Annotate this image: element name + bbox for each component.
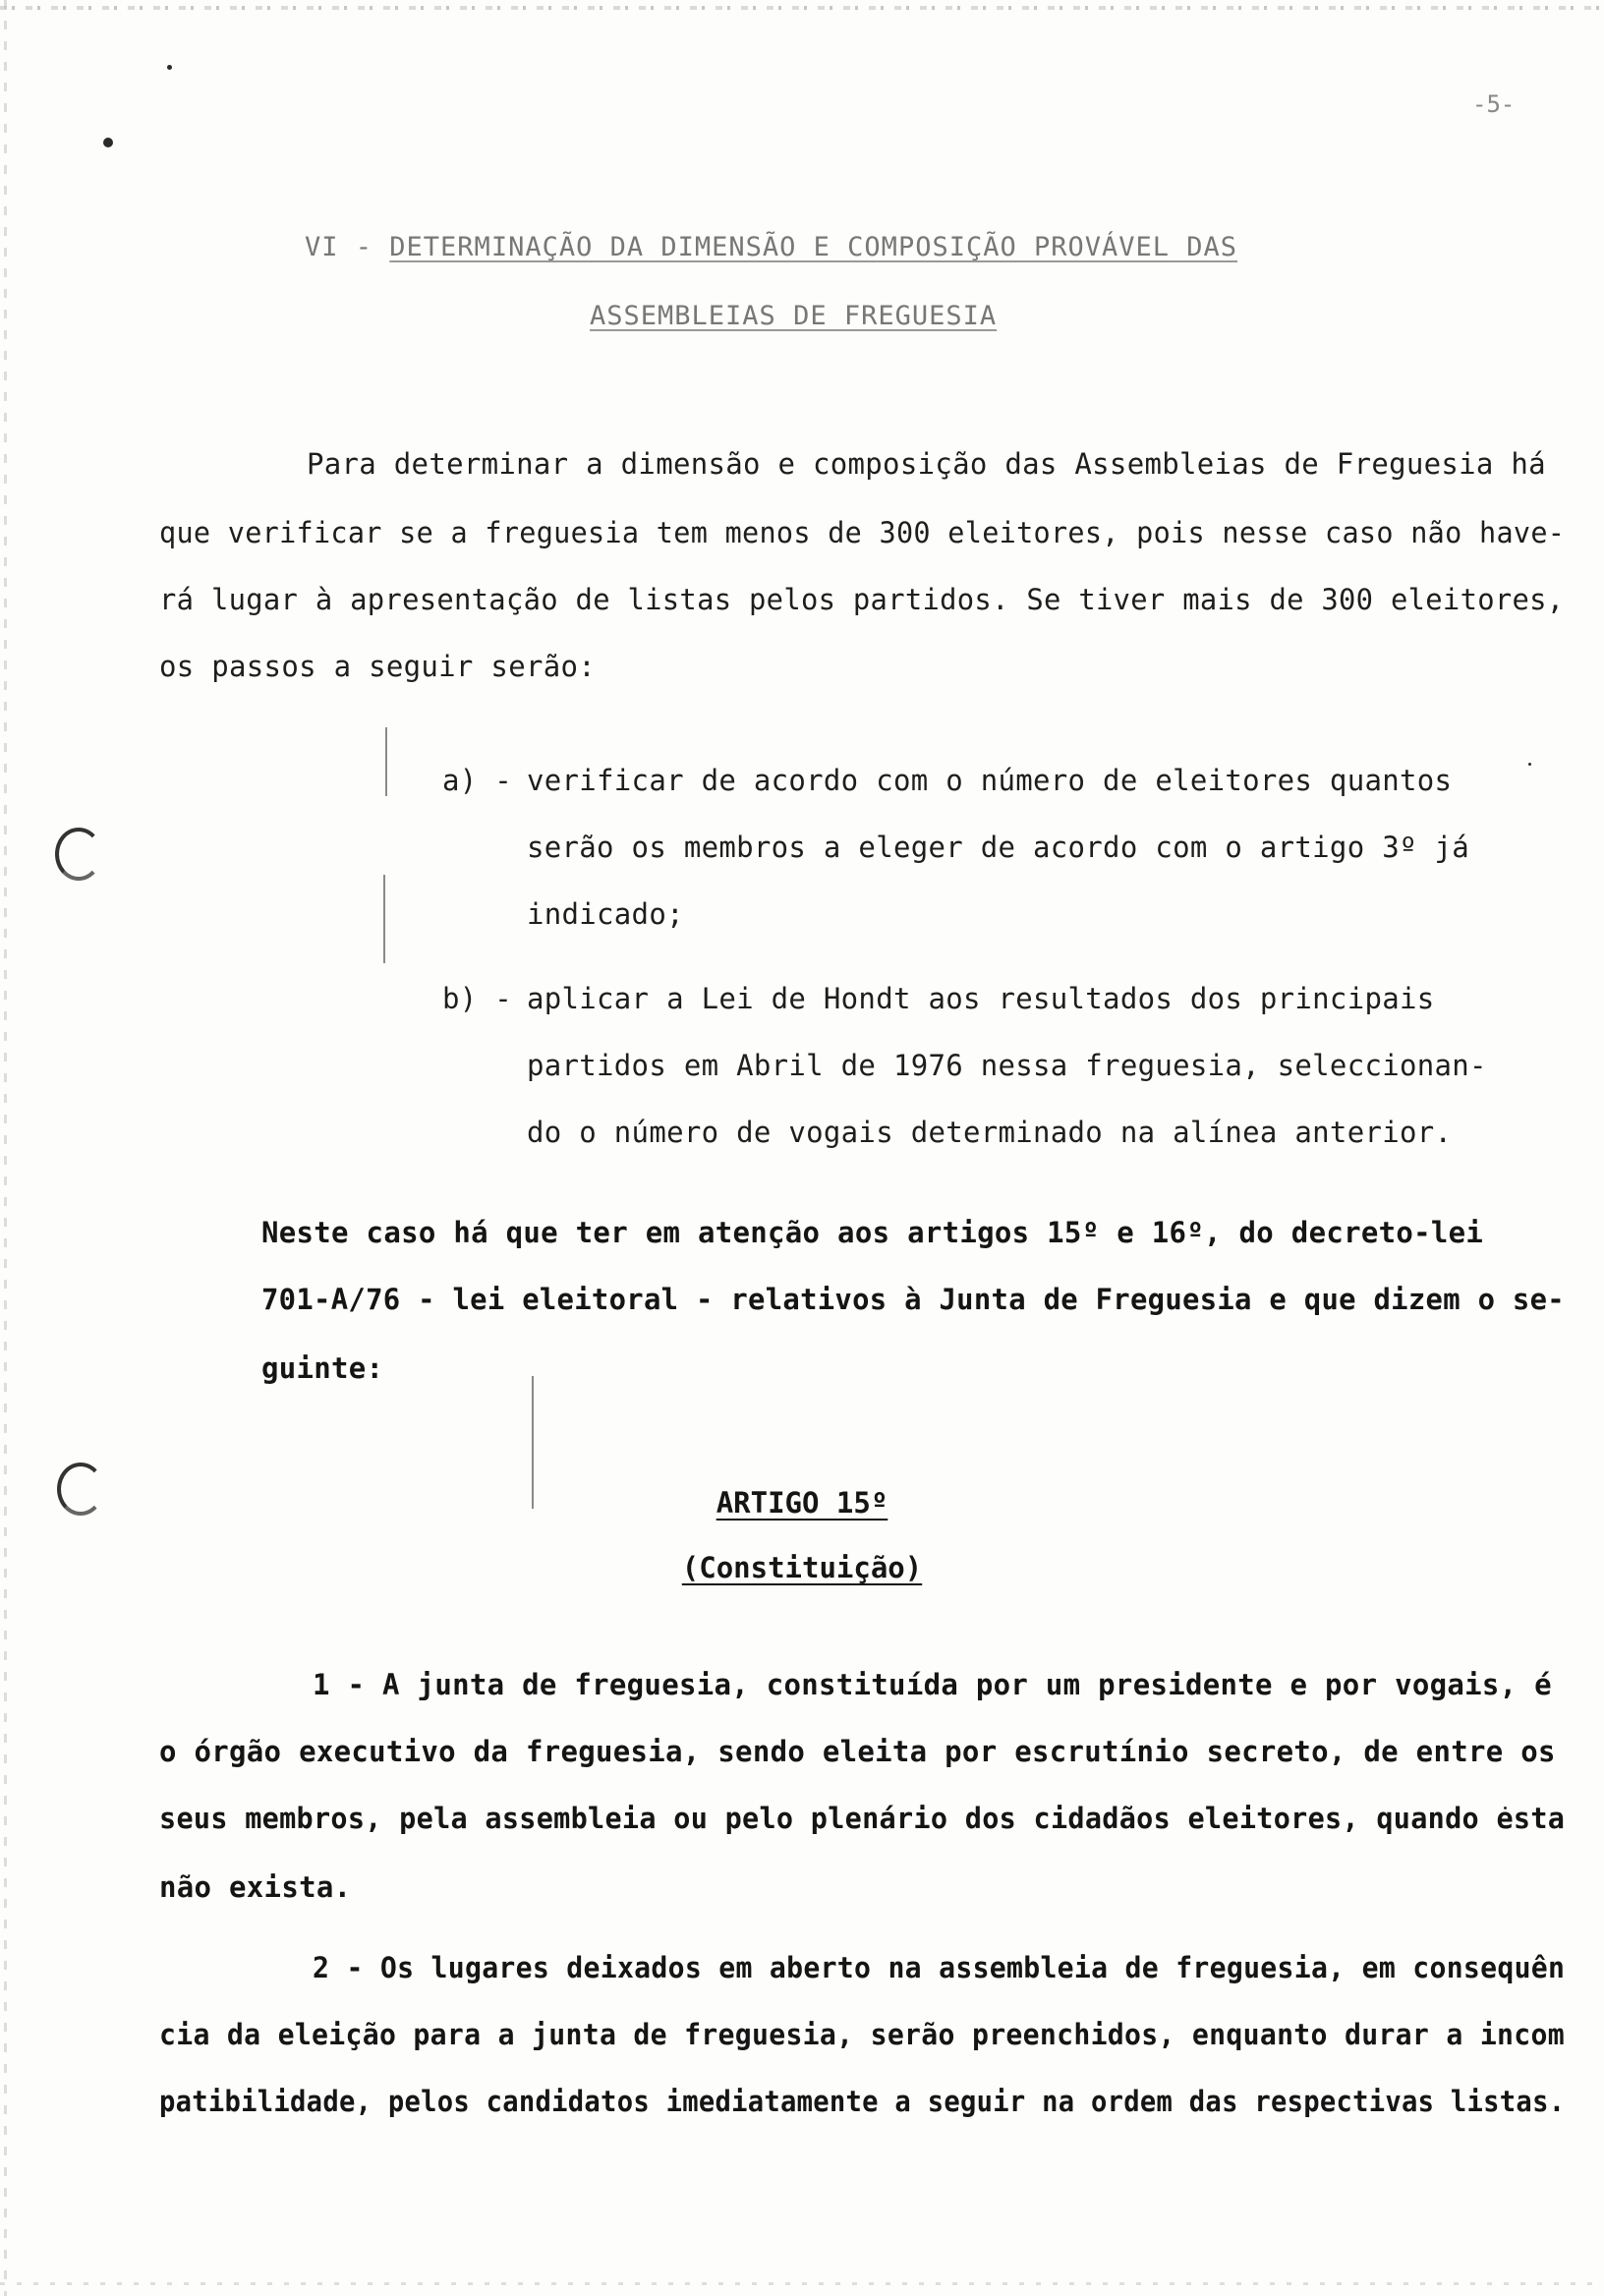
step-marker: a) - bbox=[442, 764, 513, 797]
step-line: partidos em Abril de 1976 nessa freguesia, seleccionan- bbox=[527, 1049, 1487, 1082]
scan-edge-left bbox=[4, 0, 7, 2296]
article-paragraph-line: o órgão executivo da freguesia, sendo eleita por escrutínio secreto, de entre os bbox=[159, 1735, 1556, 1768]
note-line: Neste caso há que ter em atenção aos artigos 15º e 16º, do decreto-lei bbox=[261, 1216, 1484, 1249]
article-paragraph-line: 1 - A junta de freguesia, constituída por um presidente e por vogais, é bbox=[313, 1668, 1552, 1701]
article-paragraph-line: não exista. bbox=[159, 1870, 352, 1904]
article-paragraph-line: cia da eleição para a junta de freguesia, serão preenchidos, enquanto durar a incom bbox=[159, 2018, 1565, 2051]
intro-line: rá lugar à apresentação de listas pelos partidos. Se tiver mais de 300 eleitores, bbox=[159, 583, 1565, 616]
intro-line: os passos a seguir serão: bbox=[159, 650, 596, 683]
intro-line: que verificar se a freguesia tem menos de 300 eleitores, pois nesse caso não have- bbox=[159, 516, 1566, 549]
margin-mark bbox=[383, 875, 385, 963]
article-paragraph-line: 2 - Os lugares deixados em aberto na assembleia de freguesia, em consequên bbox=[313, 1951, 1566, 1984]
step-line: verificar de acordo com o número de eleitores quantos bbox=[527, 764, 1453, 797]
intro-line: Para determinar a dimensão e composição das Assembleias de Freguesia há bbox=[307, 447, 1546, 481]
punch-hole-icon bbox=[55, 828, 102, 881]
step-line: serão os membros a eleger de acordo com o artigo 3º já bbox=[527, 831, 1470, 864]
section-heading-line-1 bbox=[305, 232, 1237, 262]
step-line: indicado; bbox=[527, 897, 684, 931]
scan-speck bbox=[103, 138, 113, 147]
scan-edge-top bbox=[0, 6, 1604, 10]
article-title: ARTIGO 15º bbox=[716, 1486, 888, 1520]
section-heading-line-2 bbox=[590, 301, 997, 331]
section-heading-title: DETERMINAÇÃO DA DIMENSÃO E COMPOSIÇÃO PROVÁVEL DAS bbox=[389, 232, 1238, 262]
scan-speck bbox=[1528, 763, 1531, 766]
scan-speck bbox=[167, 65, 172, 70]
section-heading-title-cont: ASSEMBLEIAS DE FREGUESIA bbox=[590, 301, 998, 331]
step-line: aplicar a Lei de Hondt aos resultados dos principais bbox=[527, 982, 1435, 1015]
article-paragraph-line: seus membros, pela assembleia ou pelo plenário dos cidadãos eleitores, quando esta bbox=[159, 1802, 1566, 1835]
note-line: 701-A/76 - lei eleitoral - relativos à Junta de Freguesia e que dizem o se- bbox=[261, 1283, 1565, 1316]
note-line: guinte: bbox=[261, 1351, 384, 1385]
margin-mark bbox=[385, 727, 387, 796]
page-number: -5- bbox=[1472, 90, 1516, 118]
scan-edge-bottom bbox=[0, 2282, 1604, 2285]
step-marker: b) - bbox=[442, 982, 513, 1015]
section-heading-prefix: VI - bbox=[305, 232, 390, 262]
step-line: do o número de vogais determinado na alínea anterior. bbox=[527, 1116, 1453, 1149]
article-subtitle: (Constituição) bbox=[681, 1551, 923, 1584]
article-paragraph-line: patibilidade, pelos candidatos imediatamente a seguir na ordem das respectivas listas. bbox=[159, 2085, 1566, 2118]
